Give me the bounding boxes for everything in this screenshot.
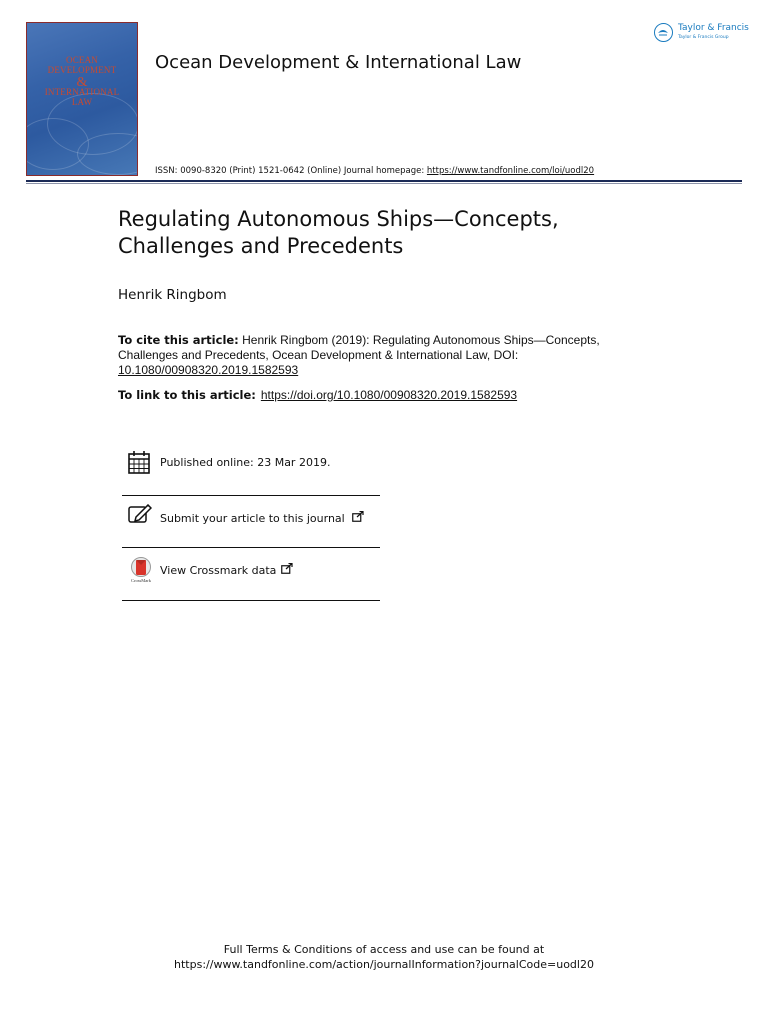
- journal-title: Ocean Development & International Law: [155, 52, 522, 73]
- cover-title-line4: LAW: [71, 97, 93, 107]
- issn-text: ISSN: 0090-8320 (Print) 1521-0642 (Online) Journal homepage:: [155, 166, 427, 176]
- article-doi-link[interactable]: https://doi.org/10.1080/00908320.2019.1582593: [260, 388, 518, 402]
- terms-footer-line1: Full Terms & Conditions of access and use can be found at: [223, 943, 545, 956]
- cover-title-line2: DEVELOPMENT: [47, 65, 117, 75]
- journal-homepage-link[interactable]: https://www.tandfonline.com/loi/uodl20: [426, 166, 595, 176]
- crossmark-logo: [126, 557, 156, 585]
- calendar-icon: [128, 450, 150, 474]
- info-divider: [122, 547, 380, 548]
- crossmark-icon: [126, 557, 156, 579]
- edit-icon: [128, 504, 152, 524]
- citation-label: To cite this article:: [118, 333, 239, 347]
- terms-footer-link[interactable]: https://www.tandfonline.com/action/journalInformation?journalCode=uodl20: [174, 958, 594, 971]
- crossmark-text: View Crossmark data: [160, 564, 277, 577]
- publisher-logo[interactable]: [654, 22, 749, 46]
- citation-doi-link[interactable]: 10.1080/00908320.2019.1582593: [118, 363, 299, 377]
- external-link-icon: [281, 563, 293, 574]
- cover-title-line1: OCEAN: [66, 55, 98, 65]
- crossmark-link[interactable]: [160, 563, 293, 577]
- issn-line: [155, 166, 594, 176]
- crossmark-logo-text: CrossMark: [131, 578, 151, 583]
- info-divider: [122, 495, 380, 496]
- publisher-name: Taylor & Francis: [678, 23, 749, 33]
- article-link-label: To link to this article:: [118, 388, 256, 402]
- article-title: Regulating Autonomous Ships—Concepts, Challenges and Precedents: [118, 207, 559, 258]
- citation-text: Henrik Ringbom (2019): Regulating Autonomous Ships—Concepts, Challenges and Precedents, Ocean Development & International Law, DOI:: [118, 333, 600, 362]
- publisher-logo-icon: [654, 23, 673, 42]
- journal-cover-image: [26, 22, 138, 176]
- article-link-block: [118, 388, 517, 402]
- external-link-icon: [352, 511, 364, 522]
- published-online-text: Published online: 23 Mar 2019.: [160, 456, 331, 469]
- terms-footer: [0, 942, 768, 972]
- cover-title-line3: INTERNATIONAL: [44, 87, 120, 97]
- header-divider-thin: [26, 183, 742, 184]
- header-divider: [26, 180, 742, 182]
- submit-article-row[interactable]: [124, 503, 380, 529]
- submit-article-text: Submit your article to this journal: [160, 512, 345, 525]
- cover-title-amp: &: [76, 75, 88, 90]
- submit-article-link[interactable]: [160, 511, 364, 525]
- info-divider: [122, 600, 380, 601]
- citation-block: [118, 333, 638, 378]
- published-online-row: [124, 450, 380, 476]
- publisher-subname: Taylor & Francis Group: [678, 35, 729, 40]
- crossmark-row[interactable]: [124, 557, 380, 587]
- article-author: Henrik Ringbom: [118, 287, 227, 303]
